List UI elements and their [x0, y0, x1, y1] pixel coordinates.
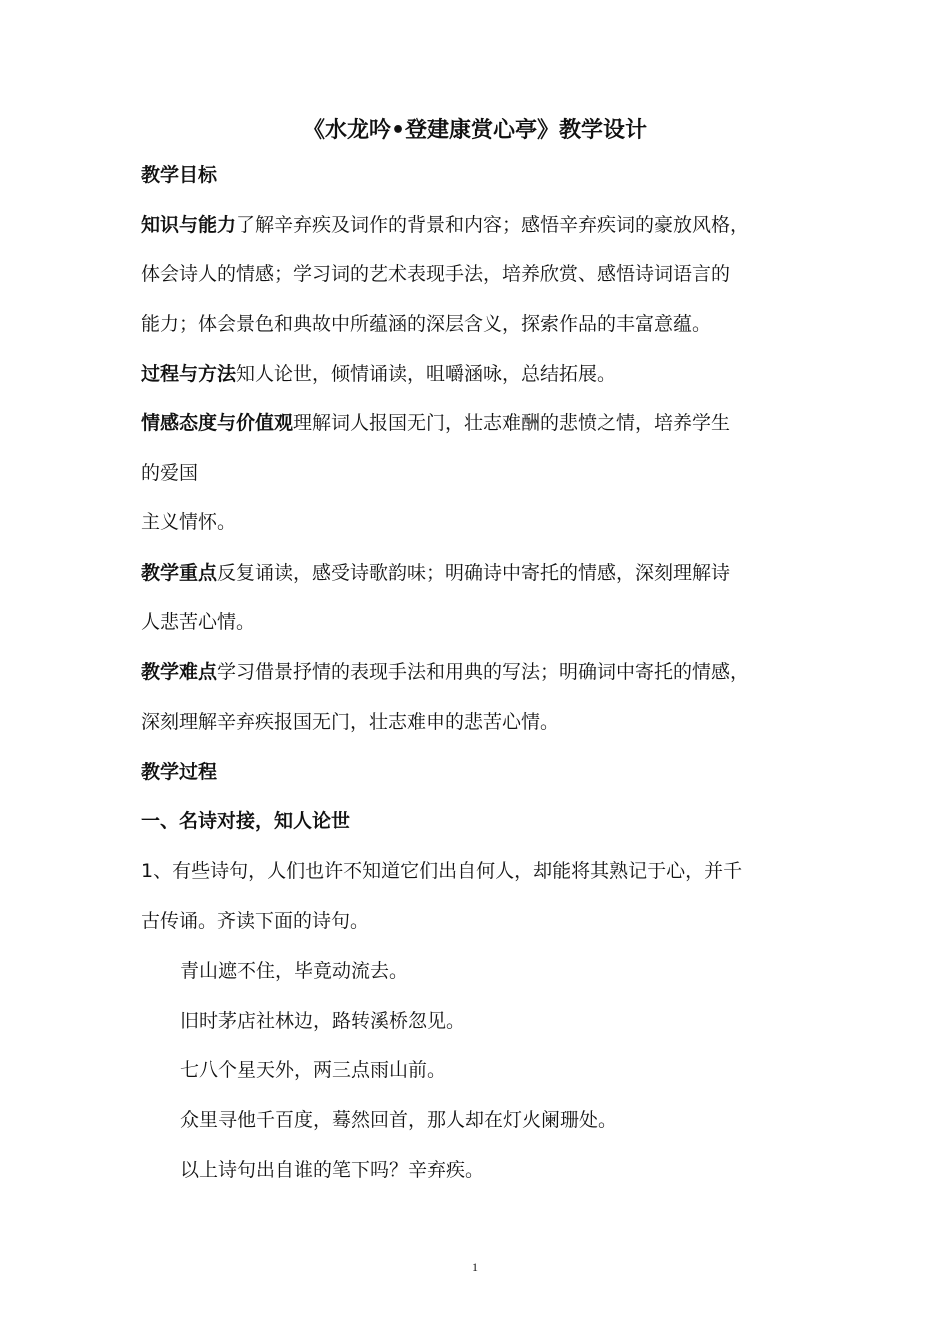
emotion-paragraph-line-1	[141, 410, 730, 436]
difficulties-text-1: 学习借景抒情的表现手法和用典的写法；明确词中寄托的情感，	[217, 661, 750, 683]
knowledge-text-3: 能力；体会景色和典故中所蕴涵的深层含义，探索作品的丰富意蕴。	[141, 313, 712, 335]
page-number: 1	[472, 1260, 478, 1274]
key-points-line-1	[141, 560, 730, 586]
document-title: 《水龙吟•登建康赏心亭》教学设计	[302, 118, 648, 143]
key-points-label: 教学重点	[141, 562, 218, 584]
knowledge-text-2: 体会诗人的情感；学习词的艺术表现手法，培养欣赏、感悟诗词语言的	[141, 263, 731, 285]
process-method-line	[141, 361, 616, 387]
goals-heading: 教学目标	[141, 164, 218, 186]
key-points-text-1: 反复诵读，感受诗歌韵味；明确诗中寄托的情感，深刻理解诗	[217, 562, 731, 584]
process-method-label: 过程与方法	[141, 363, 237, 385]
emotion-label: 情感态度与价值观	[141, 412, 294, 434]
process-heading: 教学过程	[141, 761, 218, 783]
poem-question-line: 以上诗句出自谁的笔下吗？辛弃疾。	[180, 1159, 485, 1181]
difficulties-text-2: 深刻理解辛弃疾报国无门，壮志难申的悲苦心情。	[141, 711, 560, 733]
key-points-text-2: 人悲苦心情。	[141, 611, 256, 633]
knowledge-label: 知识与能力	[141, 214, 237, 236]
knowledge-paragraph-line-1	[141, 212, 749, 238]
poem-line-1: 青山遮不住，毕竟动流去。	[180, 960, 409, 982]
poem-line-4: 众里寻他千百度，蓦然回首，那人却在灯火阑珊处。	[180, 1109, 618, 1131]
emotion-text-2: 的爱国	[141, 462, 199, 484]
poem-line-2: 旧时茅店社林边，路转溪桥忽见。	[180, 1010, 466, 1032]
item-1-text-1: 1、有些诗句，人们也许不知道它们出自何人，却能将其熟记于心，并千	[141, 860, 743, 882]
difficulties-label: 教学难点	[141, 661, 218, 683]
process-method-text: 知人论世，倾情诵读，咀嚼涵咏，总结拓展。	[236, 363, 617, 385]
section-1-heading: 一、名诗对接，知人论世	[141, 810, 351, 832]
emotion-text-1: 理解词人报国无门，壮志难酬的悲愤之情，培养学生	[293, 412, 731, 434]
item-1-text-2: 古传诵。齐读下面的诗句。	[141, 910, 370, 932]
poem-line-3: 七八个星天外，两三点雨山前。	[180, 1059, 447, 1081]
emotion-text-3: 主义情怀。	[141, 511, 237, 533]
difficulties-line-1	[141, 659, 749, 685]
knowledge-text-1: 了解辛弃疾及词作的背景和内容；感悟辛弃疾词的豪放风格，	[236, 214, 750, 236]
